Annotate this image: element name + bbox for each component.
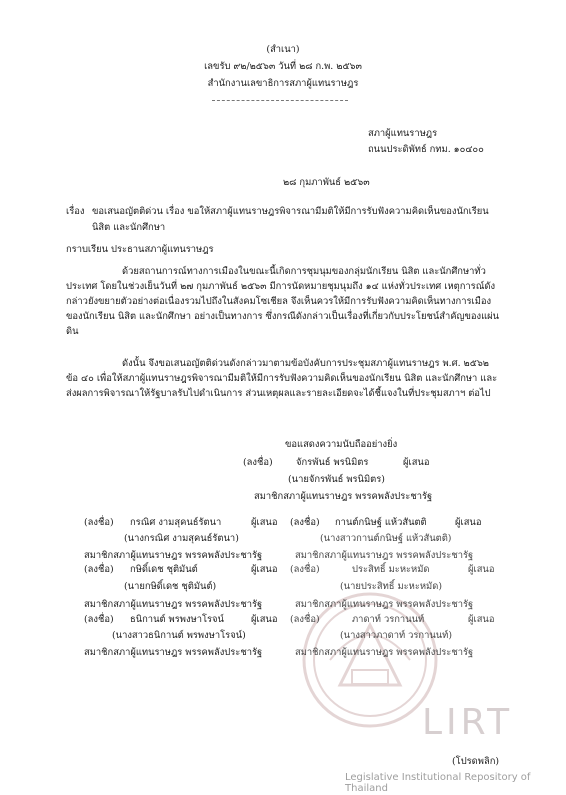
- main-signer-fullname: (นายจักรพันธ์ พรนิมิตร): [288, 474, 385, 485]
- salutation: กราบเรียน ประธานสภาผู้แทนราษฎร: [66, 244, 214, 255]
- lirt-logo-watermark: LIRT: [422, 702, 514, 743]
- signed-label: (ลงชื่อ): [84, 614, 114, 625]
- proposer-label: ผู้เสนอ: [468, 564, 495, 575]
- signer-name: กษิดิ์เดช ชุติมันต์: [130, 564, 198, 575]
- header-divider: [212, 100, 348, 101]
- body-paragraph-1: ด้วยสถานการณ์ทางการเมืองในขณะนี้เกิดการชุมนุมของกลุ่มนักเรียน นิสิต และนักศึกษาทั่วประเทศ โดยในช่วงเย็นวันที่ ๒๗ กุมภาพันธ์ ๒๕๖๓ มีการนัดหมายชุมนุมถึง ๑๔ แห่งทั่วประเทศ เหตุการณ์ดังกล่าวยังขยายตัวอย่างต่อเนื่องรวมไปถึงในสังคมโซเชียล จึงเห็นควรให้มีการรับฟังความคิดเห็นทางการเมืองของนักเรียน นิสิต และนักศึกษา อย่างเป็นทางการ ซึ่งกรณีดังกล่าวเป็นเรื่องที่เกี่ยวกับประโยชน์สำคัญของแผ่นดิน: [66, 266, 500, 337]
- closing-text: ขอแสดงความนับถืออย่างยิ่ง: [285, 439, 398, 450]
- signer-fullname: (นางสาวกานต์กนิษฐ์ แห้วสันตติ): [320, 533, 452, 544]
- signer-fullname: (นายกษิดิ์เดช ชุติมันต์): [124, 581, 217, 592]
- signer-role: สมาชิกสภาผู้แทนราษฎร พรรคพลังประชารัฐ: [84, 599, 263, 610]
- proposer-label: ผู้เสนอ: [251, 614, 278, 625]
- signer-name: กรณิศ งามสุคนธ์รัตนา: [130, 517, 222, 528]
- signed-label: (ลงชื่อ): [84, 517, 114, 528]
- signer-name: ธนิกานต์ พรพงษาโรจน์: [130, 614, 224, 625]
- signer-role: สมาชิกสภาผู้แทนราษฎร พรรคพลังประชารัฐ: [84, 647, 263, 658]
- copy-mark: (สำเนา): [266, 44, 300, 55]
- proposer-label: ผู้เสนอ: [455, 517, 482, 528]
- signer-fullname: (นายประสิทธิ์ มะหะหมัด): [340, 581, 442, 592]
- signer-role: สมาชิกสภาผู้แทนราษฎร พรรคพลังประชารัฐ: [295, 647, 474, 658]
- signer-fullname: (นางกรณิศ งามสุคนธ์รัตนา): [124, 533, 239, 544]
- lirt-subtitle-watermark: Legislative Institutional Repository of Thailand: [345, 772, 531, 794]
- signer-fullname: (นางสาวภาดาท์ วรกานนท์): [340, 630, 453, 641]
- signer-name: ภาดาท์ วรกานนท์: [352, 614, 425, 625]
- address-line-1: สภาผู้แทนราษฎร: [368, 128, 438, 139]
- main-signed-label: (ลงชื่อ): [243, 457, 273, 468]
- office-name: สำนักงานเลขาธิการสภาผู้แทนราษฎร: [207, 78, 359, 89]
- subject-line-1: ขอเสนอญัตติด่วน เรื่อง ขอให้สภาผู้แทนราษฎรพิจารณามีมติให้มีการรับฟังความคิดเห็นของนักเรียน: [92, 206, 489, 217]
- receipt-number: เลขรับ ๙๒/๒๕๖๓ วันที่ ๒๘ ก.พ. ๒๕๖๓: [204, 61, 362, 72]
- proposer-label: ผู้เสนอ: [251, 564, 278, 575]
- signer-name: ประสิทธิ์ มะหะหมัด: [352, 564, 430, 575]
- address-line-2: ถนนประดิพัทธ์ กทม. ๑๐๔๐๐: [368, 144, 484, 155]
- signed-label: (ลงชื่อ): [290, 517, 320, 528]
- signed-label: (ลงชื่อ): [84, 564, 114, 575]
- signer-role: สมาชิกสภาผู้แทนราษฎร พรรคพลังประชารัฐ: [84, 550, 263, 561]
- body-paragraph-2: ดังนั้น จึงขอเสนอญัตติด่วนดังกล่าวมาตามข้อบังคับการประชุมสภาผู้แทนราษฎร พ.ศ. ๒๕๖๒ ข้อ ๔๐ เพื่อให้สภาผู้แทนราษฎรพิจารณามีมติให้มีการรับฟังความคิดเห็นของนักเรียน นิสิต และนักศึกษา และส่งผลการพิจารณาให้รัฐบาลรับไปดำเนินการ ส่วนเหตุผลและรายละเอียดจะได้ชี้แจงในที่ประชุมสภาฯ ต่อไป: [66, 358, 498, 399]
- signer-name: กานต์กนิษฐ์ แห้วสันตติ: [335, 517, 427, 528]
- signer-fullname: (นางสาวธนิกานต์ พรพงษาโรจน์): [112, 630, 246, 641]
- signer-role: สมาชิกสภาผู้แทนราษฎร พรรคพลังประชารัฐ: [295, 599, 474, 610]
- proposer-label: ผู้เสนอ: [251, 517, 278, 528]
- please-turn-over: (โปรดพลิก): [452, 756, 500, 767]
- signed-label: (ลงชื่อ): [290, 564, 320, 575]
- parliament-seal-watermark-icon: [300, 590, 440, 730]
- subject-label: เรื่อง: [66, 206, 85, 217]
- proposer-label: ผู้เสนอ: [468, 614, 495, 625]
- main-proposer-label: ผู้เสนอ: [403, 457, 430, 468]
- main-signer-role: สมาชิกสภาผู้แทนราษฎร พรรคพลังประชารัฐ: [254, 491, 433, 502]
- signed-label: (ลงชื่อ): [290, 614, 320, 625]
- signer-role: สมาชิกสภาผู้แทนราษฎร พรรคพลังประชารัฐ: [295, 550, 474, 561]
- document-date: ๒๘ กุมภาพันธ์ ๒๕๖๓: [283, 177, 370, 188]
- subject-line-2: นิสิต และนักศึกษา: [92, 222, 166, 233]
- main-signer-name: จักรพันธ์ พรนิมิตร: [296, 457, 369, 468]
